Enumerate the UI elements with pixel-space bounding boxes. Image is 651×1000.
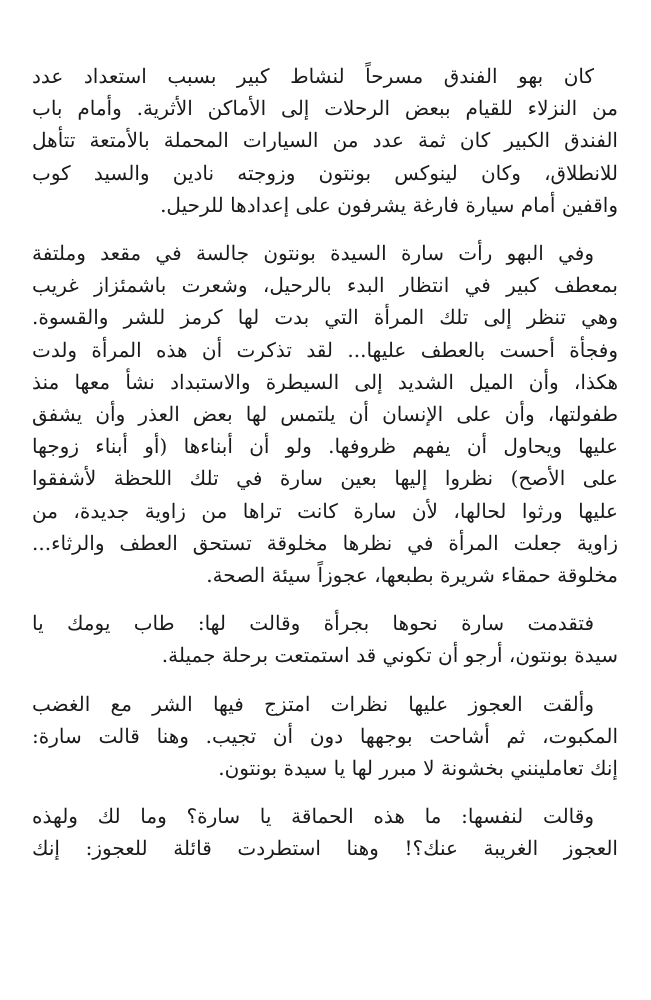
text-line: زاوية جعلت المرأة في نظرها مخلوقة تستحق العطف والرثاء... [32,530,618,555]
text-line: وفجأة أحست بالعطف عليها... لقد تذكرت أن هذه المرأة ولدت [32,337,618,362]
text-line: مخلوقة حمقاء شريرة بطبعها، عجوزاً سيئة الصحة. [206,563,618,588]
text-line: عليها ورثوا لحالها، لأن سارة كانت تراها من زاوية جديدة، من [32,498,618,523]
paragraph-3 [32,607,618,671]
text-line: للانطلاق، وكان لينوكس بونتون وزوجته نادين والسيد كوب [32,160,618,185]
text-line: عليها ويحاول أن يفهم ظروفها. ولو أن أبناءها (أو أبناء زوجها [32,434,618,459]
text-line: واقفين أمام سيارة فارغة يشرفون على إعدادها للرحيل. [160,192,618,217]
text-line: فتقدمت سارة نحوها بجرأة وقالت لها: طاب يومك يا [32,611,594,636]
paragraph-1 [32,60,618,221]
text-line: طفولتها، وأن على الإنسان أن يلتمس لها بعض العذر وأن يشفق [32,402,618,427]
text-line: وهي تنظر إلى تلك المرأة التي بدت لها كرمز للشر والقسوة. [32,305,618,330]
paragraph-4 [32,688,618,785]
text-line: وفي البهو رأت سارة السيدة بونتون جالسة في مقعد وملتفة [32,241,594,266]
text-line: الفندق الكبير كان ثمة عدد من السيارات المحملة بالأمتعة تتأهل [32,128,618,153]
document-page [32,60,618,881]
text-line: على الأصح) نظروا إليها بعين سارة في تلك اللحظة لأشفقوا [32,466,618,491]
paragraph-2 [32,237,618,591]
text-line: وقالت لنفسها: ما هذه الحماقة يا سارة؟ وما لك ولهذه [32,804,594,829]
text-line: كان بهو الفندق مسرحاً لنشاط كبير بسبب استعداد عدد [32,64,594,88]
text-line: سيدة بونتون، أرجو أن تكوني قد استمتعت برحلة جميلة. [161,643,618,668]
text-line: من النزلاء للقيام ببعض الرحلات إلى الأماكن الأثرية. وأمام باب [32,96,618,121]
text-line: إنك تعاملينني بخشونة لا مبرر لها يا سيدة بونتون. [218,756,618,781]
paragraph-5 [32,800,618,864]
text-line: المكبوت، ثم أشاحت بوجهها دون أن تجيب. وهنا قالت سارة: [32,723,618,748]
text-line: وألقت العجوز عليها نظرات امتزج فيها الشر مع الغضب [32,691,594,716]
text-line: العجوز الغريبة عنك؟! وهنا استطردت قائلة للعجوز: إنك [32,836,618,861]
text-line: بمعطف كبير في انتظار البدء بالرحيل، وشعرت باشمئزاز غريب [32,273,618,298]
text-line: هكذا، وأن الميل الشديد إلى السيطرة والاستبداد نشأ معها منذ [32,369,618,394]
